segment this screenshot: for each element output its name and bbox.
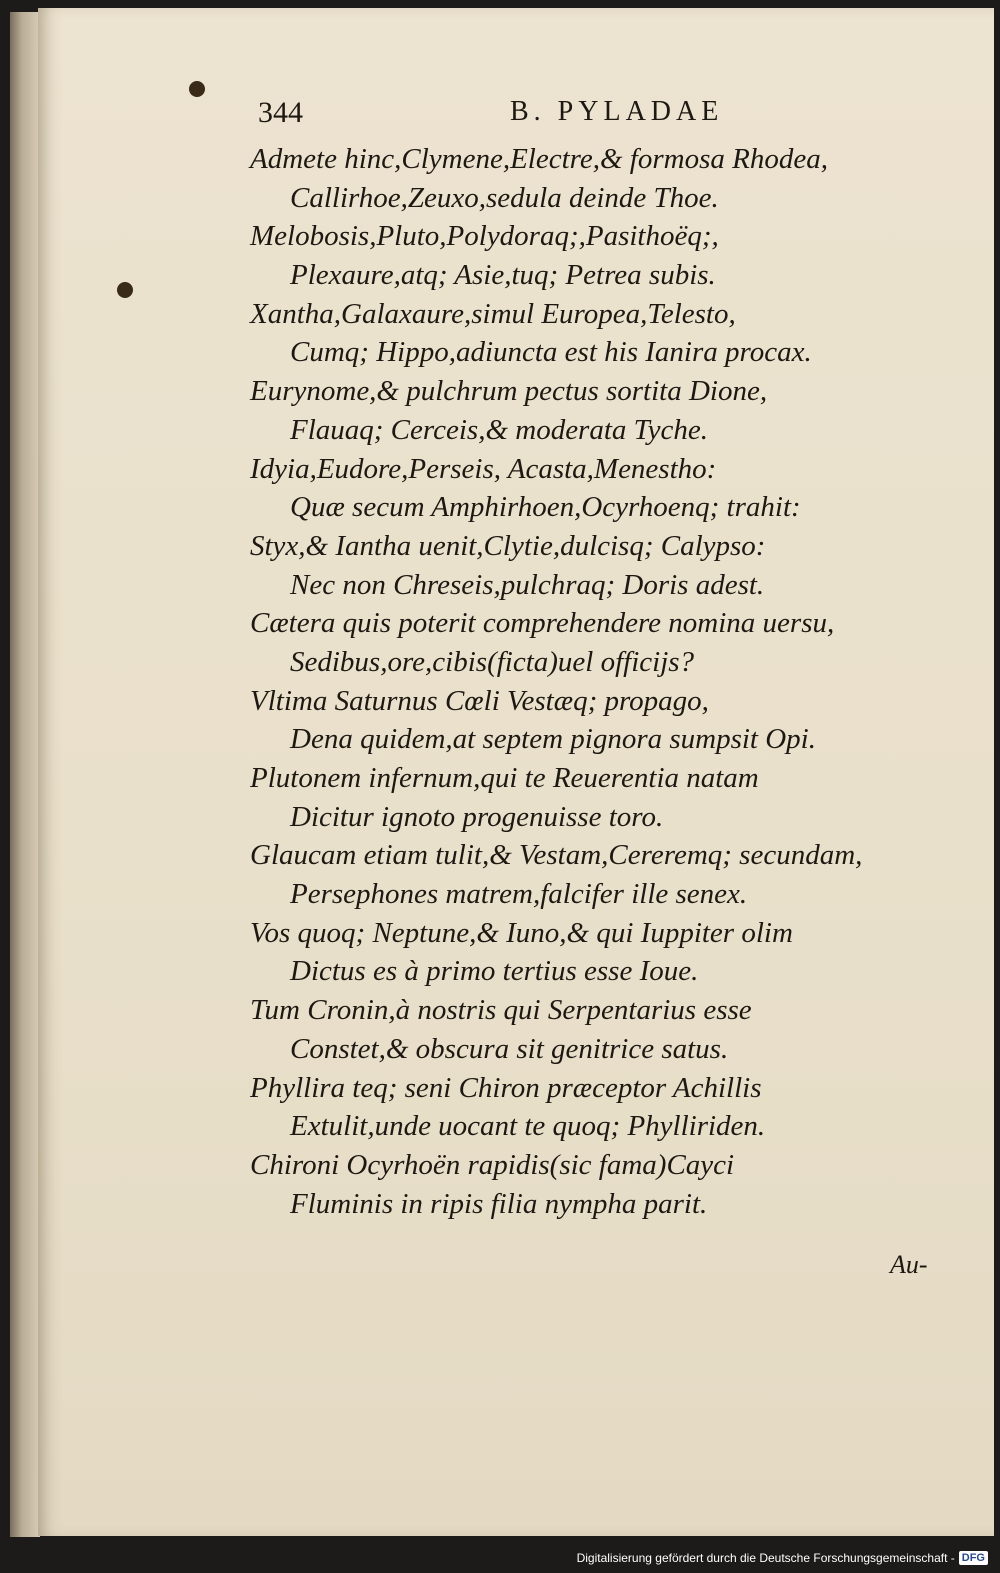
verse-line: Eurynome,& pulchrum pectus sortita Dione, <box>250 375 768 408</box>
verse-line: Sedibus,ore,cibis(ficta)uel officijs? <box>290 645 695 678</box>
verse-line: Phyllira teq; seni Chiron præceptor Achillis <box>250 1071 762 1104</box>
verse-line: Vos quoq; Neptune,& Iuno,& qui Iuppiter olim <box>250 916 793 949</box>
verse-line: Tum Cronin,à nostris qui Serpentarius esse <box>250 994 752 1027</box>
verse-line: Flauaq; Cerceis,& moderata Tyche. <box>290 413 708 446</box>
verse-line: Cumq; Hippo,adiuncta est his Ianira procax. <box>290 336 812 369</box>
running-head: B. PYLADAE <box>510 96 724 127</box>
verse-line: Plutonem infernum,qui te Reuerentia natam <box>250 762 759 794</box>
verse-line: Dena quidem,at septem pignora sumpsit Opi. <box>290 723 816 756</box>
verse-line: Plexaure,atq; Asie,tuq; Petrea subis. <box>290 259 716 292</box>
verse-line: Vltima Saturnus Cœli Vestæq; propago, <box>250 684 709 717</box>
verse-line: Constet,& obscura sit genitrice satus. <box>290 1032 729 1065</box>
verse-line: Dicitur ignoto progenuisse toro. <box>290 800 664 833</box>
dfg-logo: DFG <box>959 1551 988 1565</box>
verse-line: Persephones matrem,falcifer ille senex. <box>290 878 748 911</box>
catchword: Au- <box>890 1250 928 1279</box>
binding-hole <box>117 282 133 298</box>
verse-line: Idyia,Eudore,Perseis, Acasta,Menestho: <box>250 452 717 485</box>
verse-line: Glaucam etiam tulit,& Vestam,Cereremq; secundam, <box>250 839 863 872</box>
verse-line: Admete hinc,Clymene,Electre,& formosa Rhodea, <box>250 143 828 175</box>
digitization-footer <box>577 1547 988 1569</box>
verse-line: Xantha,Galaxaure,simul Europea,Telesto, <box>250 297 736 330</box>
funding-credit: Digitalisierung gefördert durch die Deutsche Forschungsgemeinschaft - <box>576 1551 955 1565</box>
page-edge-shadow <box>10 12 40 1537</box>
verse-line: Cætera quis poterit comprehendere nomina uersu, <box>250 607 835 640</box>
verse-line: Styx,& Iantha uenit,Clytie,dulcisq; Calypso: <box>250 529 766 562</box>
page-number: 344 <box>258 96 303 129</box>
verse-line: Dictus es à primo tertius esse Ioue. <box>290 955 699 988</box>
verse-block <box>250 140 910 1223</box>
verse-line: Quæ secum Amphirhoen,Ocyrhoenq; trahit: <box>290 491 801 524</box>
verse-line: Nec non Chreseis,pulchraq; Doris adest. <box>290 568 765 601</box>
verse-line: Melobosis,Pluto,Polydoraq;,Pasithoëq;, <box>250 220 719 253</box>
verse-line: Chironi Ocyrhoën rapidis(sic fama)Cayci <box>250 1148 735 1181</box>
verse-line: Extulit,unde uocant te quoq; Phylliriden. <box>290 1110 766 1143</box>
page-header <box>258 96 758 136</box>
binding-hole <box>189 81 205 97</box>
verse-line: Fluminis in ripis filia nympha parit. <box>290 1187 708 1220</box>
verse-line: Callirhoe,Zeuxo,sedula deinde Thoe. <box>290 181 719 214</box>
